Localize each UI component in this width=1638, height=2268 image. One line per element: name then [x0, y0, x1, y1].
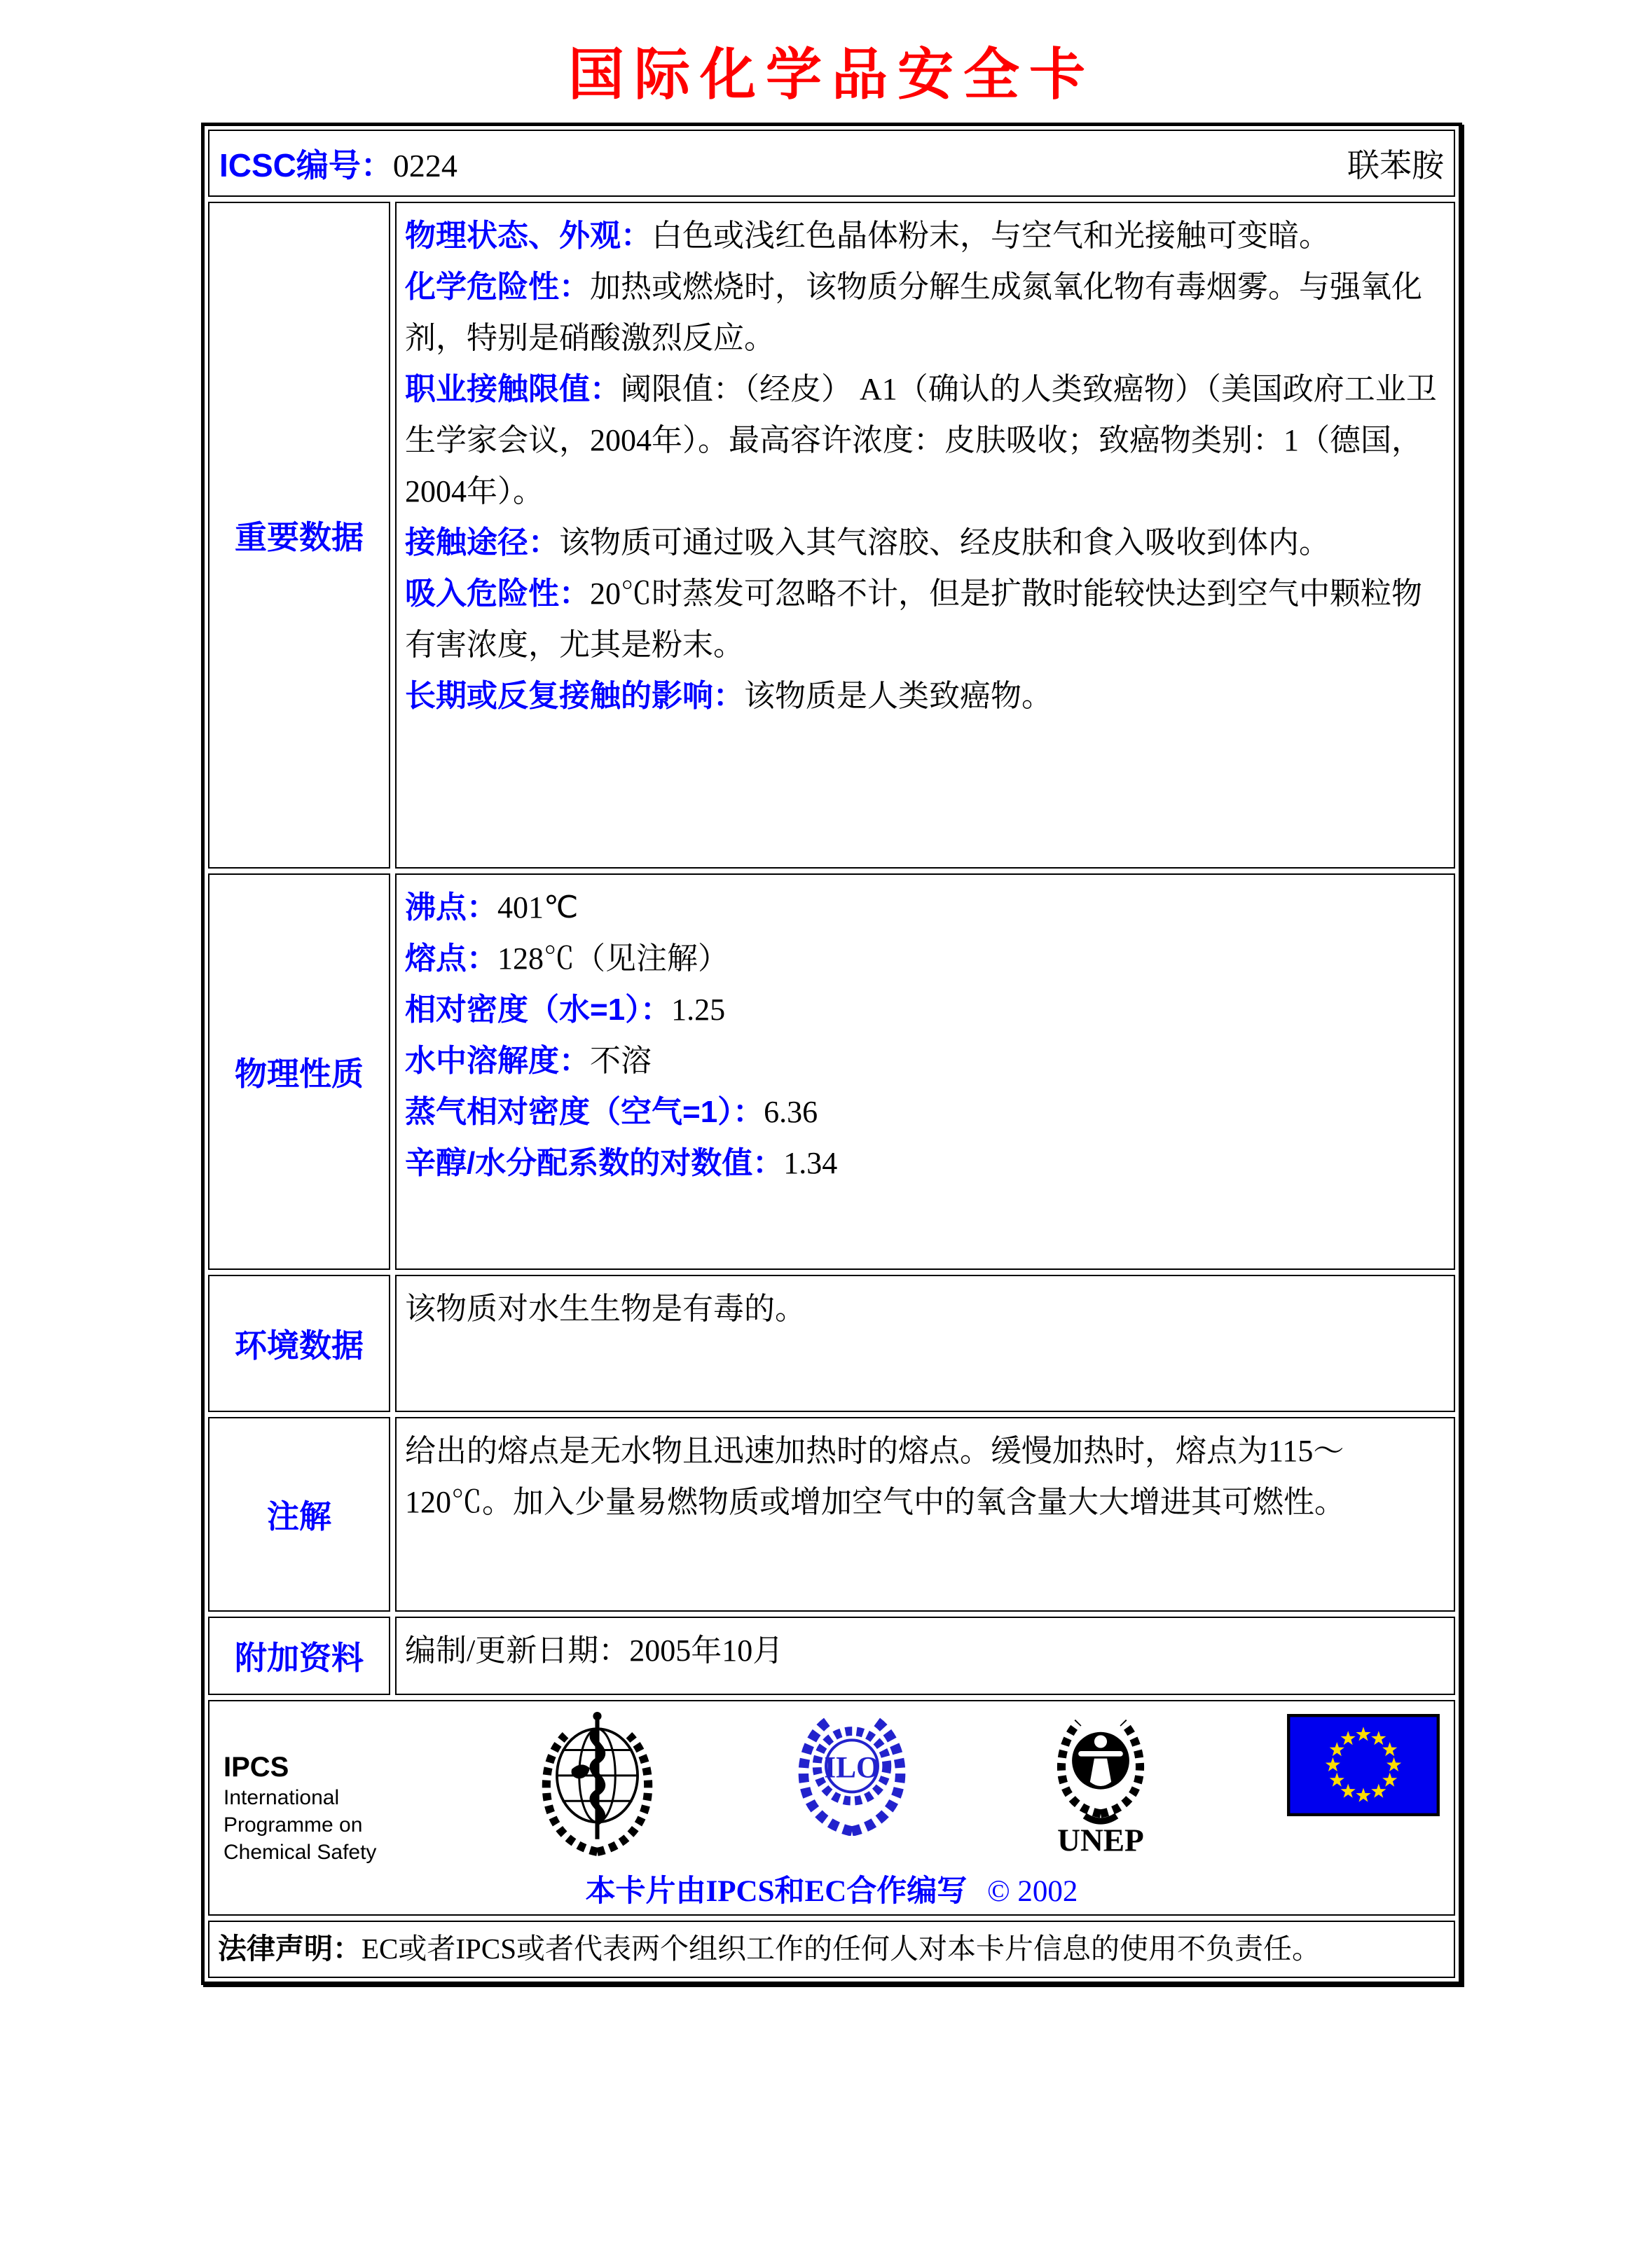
field-occupational-limits — [405, 364, 1444, 517]
field-label: 职业接触限值： — [405, 372, 621, 406]
field-label: 吸入危险性： — [405, 576, 590, 611]
chemical-name: 联苯胺 — [1347, 148, 1444, 184]
field-label: 物理状态、外观： — [405, 219, 652, 253]
update-date-text: 编制/更新日期：2005年10月 — [405, 1633, 784, 1668]
field-long-term-effects — [405, 670, 1444, 721]
section-label-environmental-data: 环境数据 — [208, 1275, 390, 1412]
field-label: 熔点： — [405, 941, 497, 976]
ipcs-text-block — [223, 1710, 406, 1866]
icsc-number-group — [219, 140, 457, 186]
field-value: 1.34 — [783, 1146, 838, 1180]
who-emblem-icon — [532, 1710, 662, 1858]
field-value: 128℃（见注解） — [497, 941, 729, 976]
legal-notice-label: 法律声明： — [218, 1932, 362, 1965]
unep-emblem-icon — [1041, 1710, 1160, 1858]
field-label: 长期或反复接触的影响： — [405, 679, 744, 713]
field-value: 401℃ — [497, 890, 579, 925]
field-partition-coefficient — [405, 1138, 1444, 1189]
section-label-important-data: 重要数据 — [208, 202, 390, 869]
section-label-notes: 注解 — [208, 1417, 390, 1612]
icsc-number-label: ICSC编号： — [219, 147, 393, 184]
logos-line — [223, 1710, 1440, 1866]
field-label: 相对密度（水=1）： — [405, 993, 672, 1027]
section-content-environmental-data — [395, 1275, 1455, 1412]
field-label: 化学危险性： — [405, 270, 590, 304]
section-content-physical-properties — [395, 873, 1455, 1270]
copyright-year: © 2002 — [987, 1875, 1078, 1908]
legal-notice-row — [208, 1921, 1455, 1978]
field-exposure-routes — [405, 517, 1444, 568]
section-label-physical-properties: 物理性质 — [208, 873, 390, 1270]
section-label-additional-info: 附加资料 — [208, 1617, 390, 1695]
field-vapor-density — [405, 1086, 1444, 1138]
field-label: 辛醇/水分配系数的对数值： — [405, 1146, 784, 1180]
field-boiling-point — [405, 882, 1444, 933]
field-label: 沸点： — [405, 890, 497, 925]
icsc-number-value: 0224 — [392, 148, 457, 184]
legal-notice-text: EC或者IPCS或者代表两个组织工作的任何人对本卡片信息的使用不负责任。 — [362, 1932, 1321, 1965]
field-value: 20℃时蒸发可忽略不计，但是扩散时能较快达到空气中颗粒物有害浓度，尤其是粉末。 — [405, 576, 1422, 662]
field-physical-state — [405, 210, 1444, 261]
field-value: 6.36 — [764, 1095, 818, 1129]
field-inhalation-risk — [405, 568, 1444, 670]
ipcs-acronym: IPCS — [223, 1752, 289, 1783]
unep-label: UNEP — [1057, 1823, 1145, 1858]
ipcs-subline-1: International — [223, 1786, 340, 1809]
ilo-emblem-icon — [789, 1710, 915, 1836]
environmental-text: 该物质对水生生物是有毒的。 — [405, 1292, 806, 1326]
section-content-notes — [395, 1417, 1455, 1612]
section-content-additional-info — [395, 1617, 1455, 1695]
header-row — [208, 130, 1455, 197]
field-melting-point — [405, 933, 1444, 984]
ipcs-subline-3: Chemical Safety — [223, 1841, 377, 1864]
eu-flag-icon — [1287, 1714, 1440, 1816]
field-value: 加热或燃烧时，该物质分解生成氮氧化物有毒烟雾。与强氧化剂，特别是硝酸激烈反应。 — [405, 270, 1422, 355]
field-label: 水中溶解度： — [405, 1044, 590, 1078]
field-label: 接触途径： — [405, 525, 559, 560]
copyright-line — [223, 1867, 1440, 1910]
page-title: 国际化学品安全卡 — [568, 43, 1095, 106]
ipcs-subline-2: Programme on — [223, 1813, 363, 1837]
copyright-text: 本卡片由IPCS和EC合作编写 — [585, 1875, 968, 1908]
icsc-card-table — [201, 123, 1462, 1985]
field-value: 白色或浅红色晶体粉末，与空气和光接触可变暗。 — [652, 219, 1330, 253]
field-value: 1.25 — [671, 993, 726, 1027]
field-value: 不溶 — [590, 1044, 652, 1078]
ilo-label: ILO — [823, 1750, 880, 1785]
field-value: 阈限值：（经皮） A1（确认的人类致癌物）（美国政府工业卫生学家会议，2004年）。最高容许浓度：皮肤吸收；致癌物类别：1（德国，2004年）。 — [405, 372, 1437, 509]
field-value: 该物质可通过吸入其气溶胶、经皮肤和食入吸收到体内。 — [559, 525, 1330, 560]
field-chemical-danger — [405, 261, 1444, 364]
field-value: 该物质是人类致癌物。 — [744, 679, 1052, 713]
notes-text: 给出的熔点是无水物且迅速加热时的熔点。缓慢加热时，熔点为115～120℃。加入少量易燃物质或增加空气中的氧含量大大增进其可燃性。 — [405, 1434, 1345, 1519]
field-water-solubility — [405, 1035, 1444, 1086]
field-label: 蒸气相对密度（空气=1）： — [405, 1095, 764, 1129]
organizations-row — [208, 1700, 1455, 1916]
section-content-important-data — [395, 202, 1455, 869]
field-relative-density — [405, 984, 1444, 1035]
